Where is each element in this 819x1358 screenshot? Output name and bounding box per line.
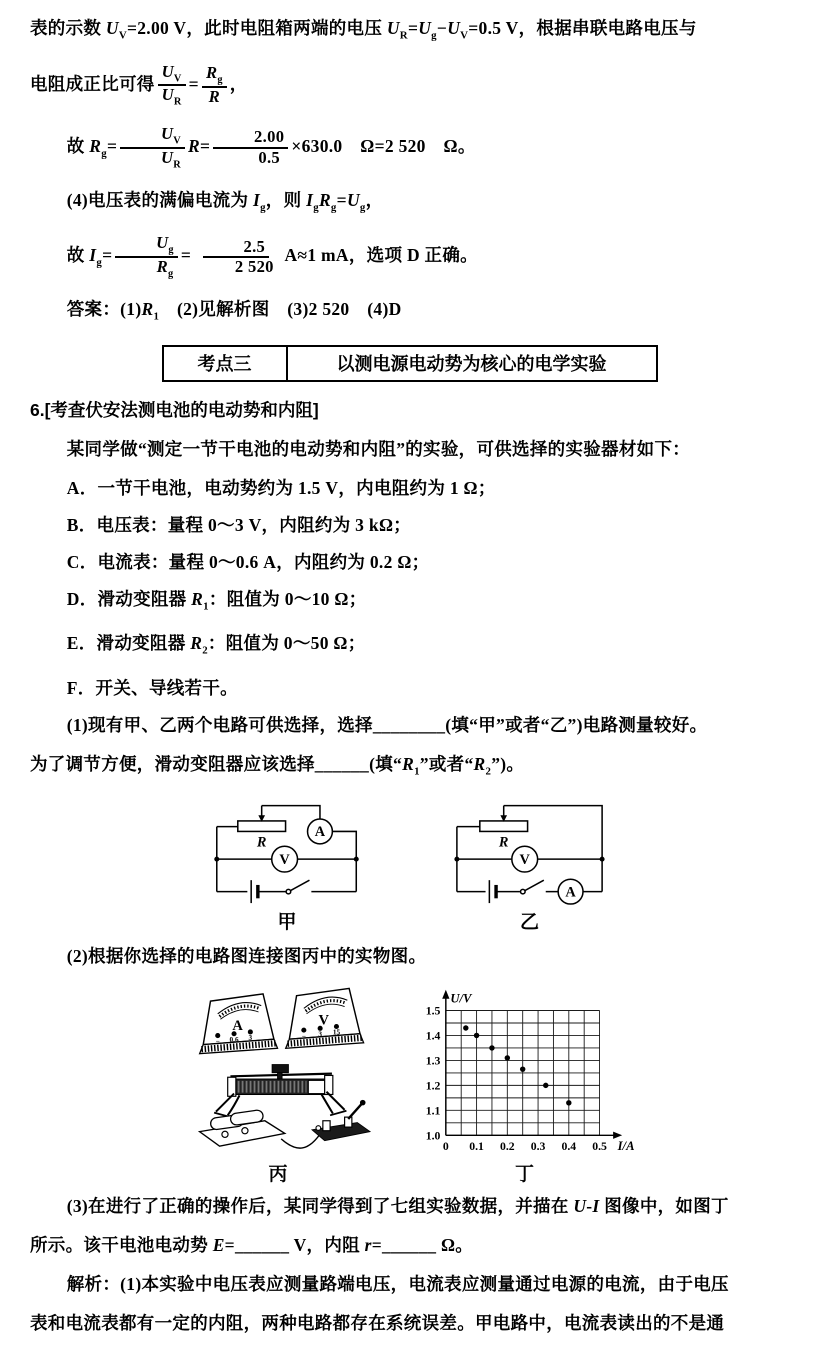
list-item: E．滑动变阻器 $R_2$：阻值为 0～50 Ω； <box>66 633 366 657</box>
part1-line-2: 为了调节方便，滑动变阻器应该选择______(填“$R_1$”或者“$R_2$”)。 <box>30 753 525 778</box>
part1-line-1: (1)现有甲、乙两个电路可供选择，选择________(填“甲”或者“乙”)电路测量较好。 <box>66 714 708 735</box>
svg-text:1.5: 1.5 <box>425 1004 441 1018</box>
ammeter-terminal-label: 3 <box>248 1034 253 1043</box>
circuit-jia <box>203 798 371 934</box>
junction-dot <box>354 857 359 862</box>
ammeter-terminal-label: − <box>215 1037 220 1046</box>
list-item: D．滑动变阻器 $R_1$：阻值为 0～10 Ω； <box>66 588 367 613</box>
analysis-line-1: 解析：(1)本实验中电压表应测量路端电压，电流表应测量通过电源的电流，由于电压 <box>66 1274 729 1295</box>
topic-box <box>162 345 658 382</box>
solution-formula-ig: 故 $I_g=$ $\frac{U_g}{R_g}$ = $\frac{2.5}{2 520}$ A≈1 mA，选项 D 正确。 <box>66 233 478 280</box>
voltmeter-terminal-label: 3 <box>318 1030 322 1039</box>
circuit-figure <box>30 798 789 934</box>
voltmeter-terminal-label: − <box>301 1032 306 1041</box>
solution-line-4: (4)电压表的满偏电流为 $I_g$，则 $I_gR_g=U_g$， <box>66 189 384 214</box>
analysis-line-2: 表和电流表都有一定的内阻，两种电路都存在系统误差。甲电路中，电流表读出的不是通 <box>30 1313 725 1334</box>
answer-line: 答案：$(1)R_1$ (2)见解析图 (3)2 520 (4)D <box>66 299 402 323</box>
ammeter-label: A <box>314 824 326 841</box>
question-intro: 某同学做“测定一节干电池的电动势和内阻”的实验，可供选择的实验器材如下： <box>66 438 691 459</box>
ammeter-terminal-label: 0.6 <box>229 1036 239 1045</box>
list-item: F．开关、导线若干。 <box>66 677 238 698</box>
voltmeter-label: V <box>519 852 530 869</box>
switch-symbol <box>521 880 544 894</box>
voltmeter-letter: V <box>318 1012 330 1029</box>
part3-line-2: 所示。该干电池电动势 E=______ V，内阻 r=______ Ω。 <box>30 1235 474 1256</box>
svg-text:U/V: U/V <box>450 991 472 1006</box>
ammeter-letter: A <box>232 1018 243 1035</box>
solution-formula-rg: 故 $R_g=$ $\frac{U_V}{U_R}$ R= $\frac{2.00}{0.5}$ ×630.0 Ω=2 520 Ω。 <box>66 124 476 171</box>
apparatus-bing-svg <box>176 983 380 1157</box>
svg-text:0.3: 0.3 <box>530 1139 546 1153</box>
figure-label-yi: 乙 <box>519 912 539 934</box>
part3-line-1: (3)在进行了正确的操作后，某同学得到了七组实验数据，并描在 U-I 图像中，如图丁 <box>66 1196 729 1217</box>
battery-pictorial <box>200 1110 285 1147</box>
rheostat-symbol <box>238 815 286 831</box>
rheostat-symbol <box>480 815 528 831</box>
svg-text:0.2: 0.2 <box>499 1139 515 1153</box>
connecting-wire <box>281 1135 319 1148</box>
svg-text:0.5: 0.5 <box>592 1139 607 1153</box>
svg-text:0.4: 0.4 <box>561 1139 577 1153</box>
circuit-jia-svg <box>203 798 371 905</box>
svg-text:1.4: 1.4 <box>425 1029 441 1043</box>
switch-symbol <box>286 880 309 894</box>
battery-symbol <box>251 880 258 903</box>
topic-label: 考点三 <box>164 347 288 380</box>
equipment-list <box>30 476 789 700</box>
topic-title: 以测电源电动势为核心的电学实验 <box>336 354 607 375</box>
junction-dot <box>454 857 459 862</box>
apparatus-figure <box>176 983 380 1186</box>
solution-line-1: 表的示数 $U_V=2.00$ V，此时电阻箱两端的电压 $U_R=U_g-U_V=0.5$ V，根据串联电路电压与 <box>30 18 697 42</box>
svg-text:1.1: 1.1 <box>425 1104 441 1118</box>
svg-text:0: 0 <box>442 1139 449 1153</box>
svg-text:1.2: 1.2 <box>425 1079 441 1093</box>
ui-graph-svg <box>406 987 643 1157</box>
graph-figure <box>406 987 643 1186</box>
voltmeter-label: V <box>279 852 290 869</box>
battery-symbol <box>489 880 496 903</box>
svg-text:1.3: 1.3 <box>425 1054 441 1068</box>
circuit-yi-svg <box>443 798 616 905</box>
rheostat-pictorial <box>214 1065 346 1118</box>
svg-text:0.1: 0.1 <box>469 1139 484 1153</box>
voltmeter-terminal-label: 15 <box>332 1028 341 1037</box>
figure-label-ding: 丁 <box>514 1164 534 1186</box>
list-item: B．电压表：量程 0～3 V，内阻约为 3 kΩ； <box>66 514 412 535</box>
junction-dot <box>600 857 605 862</box>
part2-line: (2)根据你选择的电路图连接图丙中的实物图。 <box>66 946 427 967</box>
figure-label-jia: 甲 <box>277 912 297 934</box>
svg-text:I/A: I/A <box>617 1138 635 1153</box>
rheostat-label: R <box>256 834 267 851</box>
junction-dot <box>214 857 219 862</box>
ammeter-label: A <box>565 884 576 901</box>
circuit-yi <box>443 798 616 934</box>
apparatus-and-graph-figures <box>30 983 789 1186</box>
question-heading: 6.[考查伏安法测电池的电动势和内阻] <box>30 399 319 420</box>
figure-label-bing: 丙 <box>268 1164 288 1186</box>
solution-line-2: 电阻成正比可得 $\frac{U_V}{U_R}$ = $\frac{R_g}{R}$ ， <box>30 61 248 108</box>
rheostat-label: R <box>498 834 509 851</box>
svg-text:1.0: 1.0 <box>425 1129 441 1143</box>
list-item: C．电流表：量程 0～0.6 A，内阻约为 0.2 Ω； <box>66 551 430 572</box>
list-item: A．一节干电池，电动势约为 1.5 V，内电阻约为 1 Ω； <box>66 477 496 498</box>
